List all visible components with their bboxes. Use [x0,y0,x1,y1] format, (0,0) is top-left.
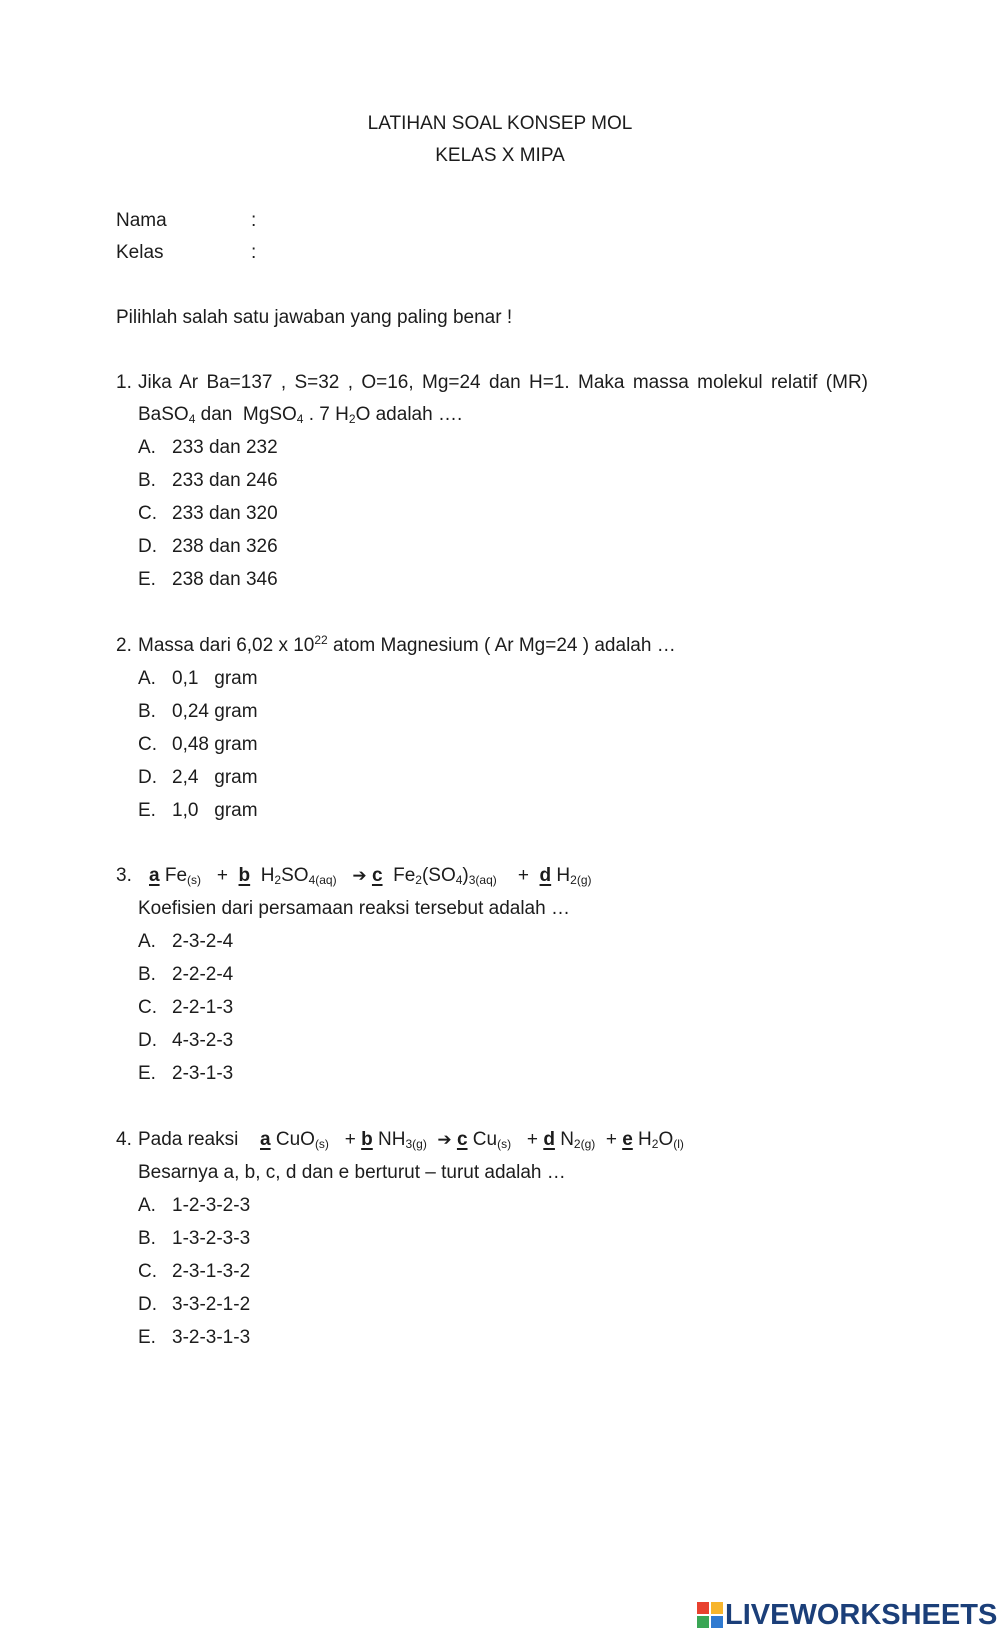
q2-option-e[interactable] [138,800,258,822]
q1-option-a[interactable] [138,437,278,459]
q4-option-d[interactable] [138,1294,250,1316]
option-letter: D. [138,767,157,788]
liveworksheets-logo[interactable] [697,1598,997,1632]
question-4-prefix: Pada reaksi [138,1129,239,1150]
question-4-text: Besarnya a, b, c, d dan e berturut – turut adalah … [138,1162,566,1183]
option-text: 0,1 gram [172,668,258,689]
q1-option-c[interactable] [138,503,278,525]
option-text: 0,24 gram [172,701,258,722]
name-colon: : [251,210,257,231]
q3-option-c[interactable] [138,997,233,1019]
q2-option-b[interactable] [138,701,258,723]
option-text: 2-2-1-3 [172,997,234,1018]
option-letter: C. [138,734,157,755]
logo-square-yellow [711,1602,723,1614]
option-letter: E. [138,800,156,821]
option-letter: B. [138,1228,156,1249]
page-title: LATIHAN SOAL KONSEP MOL [367,113,633,134]
question-3-number: 3. [116,865,132,886]
option-letter: D. [138,536,157,557]
q2-option-a[interactable] [138,668,258,690]
q3-option-a[interactable] [138,931,233,953]
question-3-equation: a $Fe_{(s)} + b$ $H_2SO_{4(aq)}$ ➔ c $Fe_2(SO_4)_{3(aq)}$ + d $H_{2(g)}$ [149,865,592,887]
option-text: 2,4 gram [172,767,258,788]
option-text: 3-2-3-1-3 [172,1327,251,1348]
question-2-text-part2: atom Magnesium ( Ar Mg=24 ) adalah … [327,635,676,656]
question-1-number: 1. [116,372,132,393]
option-text: 2-3-1-3 [172,1063,234,1084]
option-letter: A. [138,931,156,952]
q1-option-e[interactable] [138,569,278,591]
option-letter: E. [138,1063,156,1084]
q3-option-d[interactable] [138,1030,233,1052]
option-letter: A. [138,437,156,458]
option-letter: A. [138,668,156,689]
option-letter: B. [138,701,156,722]
option-text: 2-2-2-4 [172,964,234,985]
option-text: 1,0 gram [172,800,258,821]
question-2-exponent: 22 [314,633,328,647]
q4-option-b[interactable] [138,1228,250,1250]
option-text: 4-3-2-3 [172,1030,234,1051]
q4-option-c[interactable] [138,1261,250,1283]
option-text: 233 dan 320 [172,503,278,524]
option-text: 238 dan 326 [172,536,278,557]
q2-option-d[interactable] [138,767,258,789]
option-letter: D. [138,1030,157,1051]
q1-option-d[interactable] [138,536,278,558]
logo-square-blue [711,1616,723,1628]
question-4-number: 4. [116,1129,132,1150]
option-letter: E. [138,1327,156,1348]
option-text: 3-3-2-1-2 [172,1294,251,1315]
q4-option-e[interactable] [138,1327,250,1349]
option-text: 233 dan 232 [172,437,278,458]
class-label: Kelas [116,242,164,263]
option-text: 2-3-1-3-2 [172,1261,251,1282]
option-letter: C. [138,997,157,1018]
option-text: 233 dan 246 [172,470,278,491]
logo-square-green [697,1616,709,1628]
logo-square-red [697,1602,709,1614]
question-4-equation: a CuO$_{(s)}$ + b $NH_{3(g)}$ ➔ c $Cu_{(s)} + d$ $N_{2(g)} + e$ $H_2O_{(l)}$ [260,1129,684,1151]
question-2-text-part1: Massa dari 6,02 x 10 [138,635,315,656]
q3-option-e[interactable] [138,1063,233,1085]
option-letter: B. [138,470,156,491]
option-letter: A. [138,1195,156,1216]
q2-option-c[interactable] [138,734,258,756]
liveworksheets-wordmark: LIVEWORKSHEETS [725,1598,998,1631]
option-letter: B. [138,964,156,985]
option-letter: C. [138,503,157,524]
question-2-text [138,635,676,657]
liveworksheets-mark-icon [697,1602,723,1628]
instruction: Pilihlah salah satu jawaban yang paling benar ! [116,307,513,328]
q4-option-a[interactable] [138,1195,250,1217]
option-text: 238 dan 346 [172,569,278,590]
question-1-formula: BaSO$_4$ dan MgSO$_4$ . 7 $H_2O$ adalah …. [138,404,463,426]
question-3-text: Koefisien dari persamaan reaksi tersebut adalah … [138,898,570,919]
question-2-number: 2. [116,635,132,656]
option-letter: D. [138,1294,157,1315]
name-label: Nama [116,210,167,231]
option-text: 1-3-2-3-3 [172,1228,251,1249]
option-letter: C. [138,1261,157,1282]
question-1-text: Jika Ar Ba=137 , S=32 , O=16, Mg=24 dan H=1. Maka massa molekul relatif (MR) [138,372,868,393]
option-text: 0,48 gram [172,734,258,755]
option-text: 2-3-2-4 [172,931,234,952]
q1-option-b[interactable] [138,470,278,492]
class-colon: : [251,242,257,263]
option-letter: E. [138,569,156,590]
option-text: 1-2-3-2-3 [172,1195,251,1216]
q3-option-b[interactable] [138,964,233,986]
page-subtitle: KELAS X MIPA [435,145,565,166]
